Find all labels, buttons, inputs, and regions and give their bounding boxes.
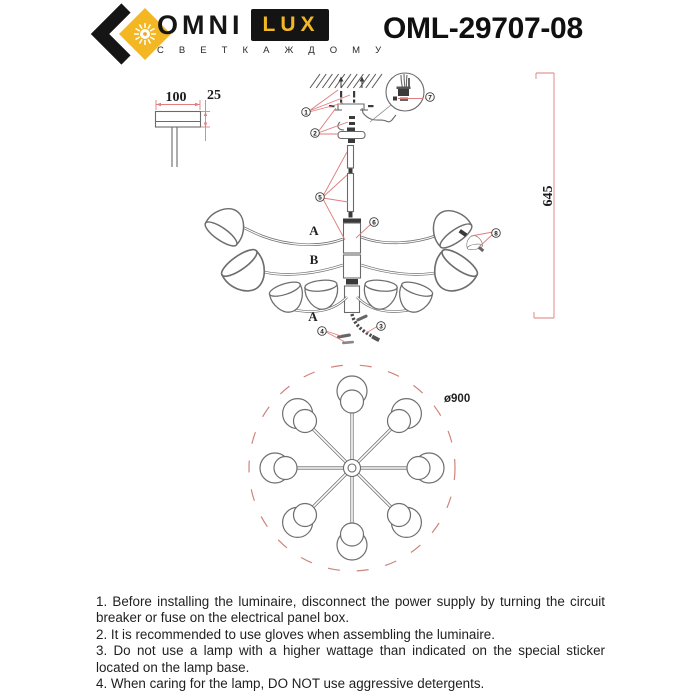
wire-drawing — [362, 105, 396, 122]
callout-5 — [316, 193, 325, 202]
callout-8 — [492, 229, 501, 238]
top-view-drawing — [249, 365, 470, 571]
instructions-block — [96, 594, 605, 692]
arm-label-top: A — [309, 223, 319, 238]
height-dimension — [534, 73, 556, 318]
stem-drawing — [348, 146, 354, 218]
brand-lux: LUX — [251, 9, 329, 41]
svg-text:8: 8 — [494, 230, 498, 238]
mounting-screws-drawing — [340, 91, 355, 103]
canopy-detail-drawing — [156, 88, 222, 167]
instruction-4: 4. When caring for the lamp, DO NOT use aggressive detergents. — [96, 676, 485, 692]
model-number: OML-29707-08 — [383, 12, 583, 45]
brand-tagline: С В Е Т К А Ж Д О М У — [157, 45, 388, 56]
dimension-canopy-height: 25 — [207, 88, 221, 103]
svg-text:2: 2 — [313, 130, 317, 138]
dimension-diameter: ø900 — [444, 393, 471, 405]
ceiling-hatch — [310, 74, 382, 88]
callout-2 — [311, 129, 320, 138]
connection-detail-circle — [386, 73, 424, 111]
svg-text:6: 6 — [372, 219, 376, 227]
arm-label-bottom: A — [308, 309, 318, 324]
lamp-shades-side-view — [202, 200, 481, 316]
svg-text:4: 4 — [320, 328, 324, 336]
svg-text:1: 1 — [304, 109, 308, 117]
callout-6 — [370, 218, 379, 227]
dimension-canopy-width: 100 — [165, 90, 187, 105]
instruction-2: 2. It is recommended to use gloves when assembling the luminaire. — [96, 626, 495, 642]
callout-3 — [377, 322, 386, 331]
svg-text:7: 7 — [428, 94, 432, 102]
instruction-1: 1. Before installing the luminaire, disconnect the power supply by turning the circuit breaker or fuse on the electrical panel box. — [96, 594, 605, 626]
svg-text:5: 5 — [318, 194, 322, 202]
callout-7 — [426, 93, 435, 102]
instruction-3: 3. Do not use a lamp with a higher wattage than indicated on the special sticker located on the lamp base. — [96, 643, 605, 675]
callout-1 — [302, 108, 311, 117]
arm-label-mid: B — [309, 252, 319, 267]
brand-omni: OMNI — [157, 9, 244, 40]
socket-detail-drawing — [459, 229, 485, 252]
flex-conduit-drawing — [337, 314, 380, 344]
dimension-total-height: 645 — [541, 185, 556, 207]
svg-text:3: 3 — [379, 323, 383, 331]
callout-4 — [318, 327, 327, 336]
top-view-hub-inner — [348, 464, 356, 472]
